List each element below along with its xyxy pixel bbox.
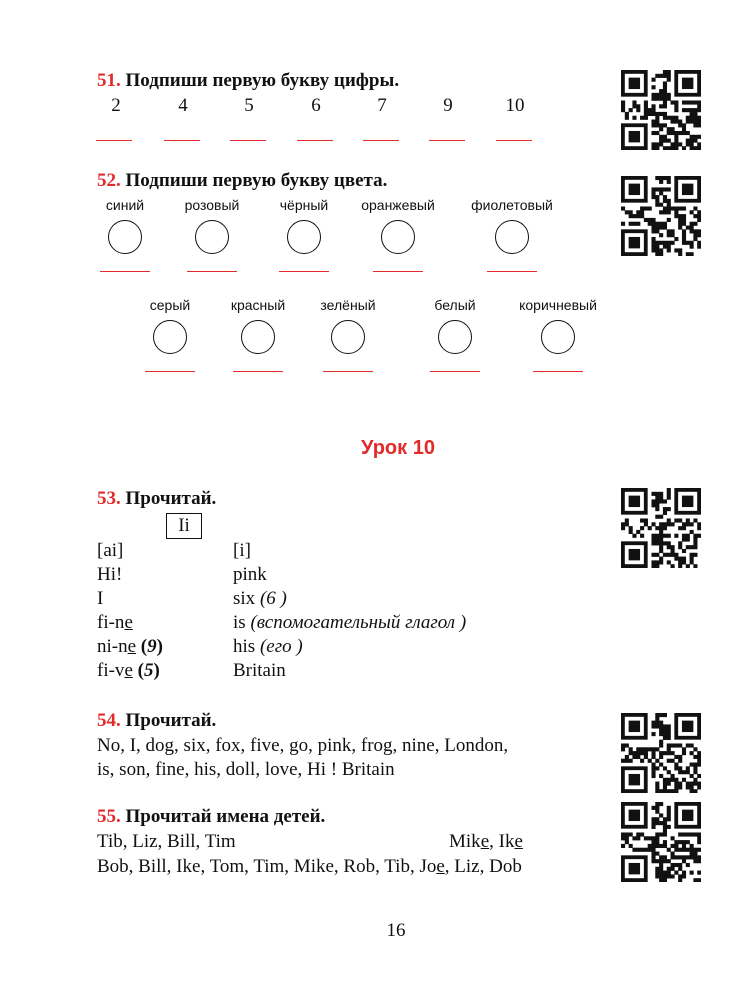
paren: ) — [153, 660, 160, 681]
silent-letter: e — [436, 856, 445, 877]
answer-line[interactable] — [487, 271, 537, 272]
word-five — [97, 660, 160, 682]
silent-letter: e — [127, 636, 137, 657]
silent-letter: e — [124, 660, 133, 681]
qr-code-icon[interactable] — [621, 488, 701, 568]
digit: 7 — [377, 95, 387, 116]
word: Hi! — [97, 564, 123, 585]
color-label: синий — [105, 197, 145, 213]
page-number: 16 — [386, 920, 406, 941]
answer-line[interactable] — [297, 140, 333, 141]
digit: 5 — [244, 95, 254, 116]
word: I — [97, 588, 104, 609]
word-part: is — [233, 612, 246, 633]
exercise-54-heading — [97, 710, 216, 732]
color-circle[interactable] — [195, 220, 229, 254]
word-part: six — [233, 588, 256, 609]
paren: ( — [136, 636, 148, 657]
silent-letter: e — [480, 831, 490, 852]
color-circle[interactable] — [331, 320, 365, 354]
exercise-number: 55. — [97, 806, 121, 827]
answer-line[interactable] — [430, 371, 480, 372]
transcription: [ai] — [97, 540, 124, 561]
exercise-number: 51. — [97, 70, 121, 91]
answer-line[interactable] — [187, 271, 237, 272]
letter-box: Ii — [166, 513, 202, 539]
word: Britain — [233, 660, 286, 681]
exercise-number: 54. — [97, 710, 121, 731]
word-part: ni-n — [97, 636, 128, 657]
color-label: розовый — [184, 197, 240, 213]
answer-line[interactable] — [233, 371, 283, 372]
exercise-53-heading — [97, 488, 216, 510]
translation-hint: (его ) — [255, 636, 303, 657]
qr-code-icon[interactable] — [621, 176, 701, 256]
names-line — [97, 856, 522, 878]
names-line: Tib, Liz, Bill, Tim — [97, 831, 236, 852]
color-circle[interactable] — [438, 320, 472, 354]
digit: 2 — [111, 95, 121, 116]
paren: ) — [156, 636, 163, 657]
exercise-title: Подпиши первую букву цифры. — [125, 70, 400, 91]
word-part: , Liz, Dob — [444, 856, 522, 877]
color-label: оранжевый — [361, 197, 435, 213]
transcription: [i] — [233, 540, 251, 561]
color-label: чёрный — [279, 197, 329, 213]
translation-hint: (6 ) — [255, 588, 287, 609]
paren: ( — [132, 660, 144, 681]
color-circle[interactable] — [541, 320, 575, 354]
lesson-title: Урок 10 — [361, 437, 435, 459]
qr-code-icon[interactable] — [621, 713, 701, 793]
exercise-52-heading — [97, 170, 387, 192]
names-line — [449, 831, 523, 853]
word-part: fi-n — [97, 612, 125, 633]
color-label: белый — [434, 297, 476, 313]
qr-code-icon[interactable] — [621, 70, 701, 150]
color-circle[interactable] — [287, 220, 321, 254]
answer-line[interactable] — [96, 140, 132, 141]
color-circle[interactable] — [153, 320, 187, 354]
number-hint: 5 — [143, 660, 154, 681]
word-part: Bob, Bill, Ike, Tom, Tim, Mike, Rob, Tib, Jo — [97, 856, 437, 877]
color-circle[interactable] — [381, 220, 415, 254]
exercise-title: Прочитай. — [125, 488, 217, 509]
color-circle[interactable] — [495, 220, 529, 254]
answer-line[interactable] — [230, 140, 266, 141]
answer-line[interactable] — [145, 371, 195, 372]
answer-line[interactable] — [373, 271, 423, 272]
exercise-number: 52. — [97, 170, 121, 191]
answer-line[interactable] — [533, 371, 583, 372]
qr-code-icon[interactable] — [621, 802, 701, 882]
answer-line[interactable] — [323, 371, 373, 372]
color-label: серый — [149, 297, 191, 313]
number-hint: 9 — [147, 636, 157, 657]
color-label: коричневый — [519, 297, 597, 313]
exercise-title: Подпиши первую букву цвета. — [125, 170, 388, 191]
exercise-title: Прочитай имена детей. — [125, 806, 326, 827]
word-is — [233, 612, 466, 634]
answer-line[interactable] — [100, 271, 150, 272]
color-circle[interactable] — [241, 320, 275, 354]
answer-line[interactable] — [363, 140, 399, 141]
exercise-51-heading — [97, 70, 399, 92]
digit: 10 — [505, 95, 525, 116]
silent-letter: e — [124, 612, 133, 633]
word-nine — [97, 636, 163, 658]
word-six — [233, 588, 287, 610]
word-part: Mik — [449, 831, 481, 852]
color-circle[interactable] — [108, 220, 142, 254]
digit: 4 — [178, 95, 188, 116]
digit: 9 — [443, 95, 453, 116]
word-list-line: No, I, dog, six, fox, five, go, pink, frog, nine, London, — [97, 735, 509, 756]
exercise-number: 53. — [97, 488, 121, 509]
word-his — [233, 636, 303, 658]
exercise-55-heading — [97, 806, 325, 828]
color-label: красный — [230, 297, 286, 313]
answer-line[interactable] — [496, 140, 532, 141]
word: pink — [233, 564, 267, 585]
exercise-title: Прочитай. — [125, 710, 217, 731]
word-part: fi-v — [97, 660, 125, 681]
word-part: his — [233, 636, 256, 657]
color-label: фиолетовый — [471, 197, 553, 213]
silent-letter: e — [514, 831, 523, 852]
answer-line[interactable] — [279, 271, 329, 272]
answer-line[interactable] — [164, 140, 200, 141]
digit: 6 — [311, 95, 321, 116]
translation-hint: (вспомогательный глагол ) — [245, 612, 467, 633]
word-part: , Ik — [489, 831, 515, 852]
answer-line[interactable] — [429, 140, 465, 141]
word-list-line: is, son, fine, his, doll, love, Hi ! Britain — [97, 759, 395, 780]
color-label: зелёный — [320, 297, 376, 313]
word-fine — [97, 612, 133, 634]
